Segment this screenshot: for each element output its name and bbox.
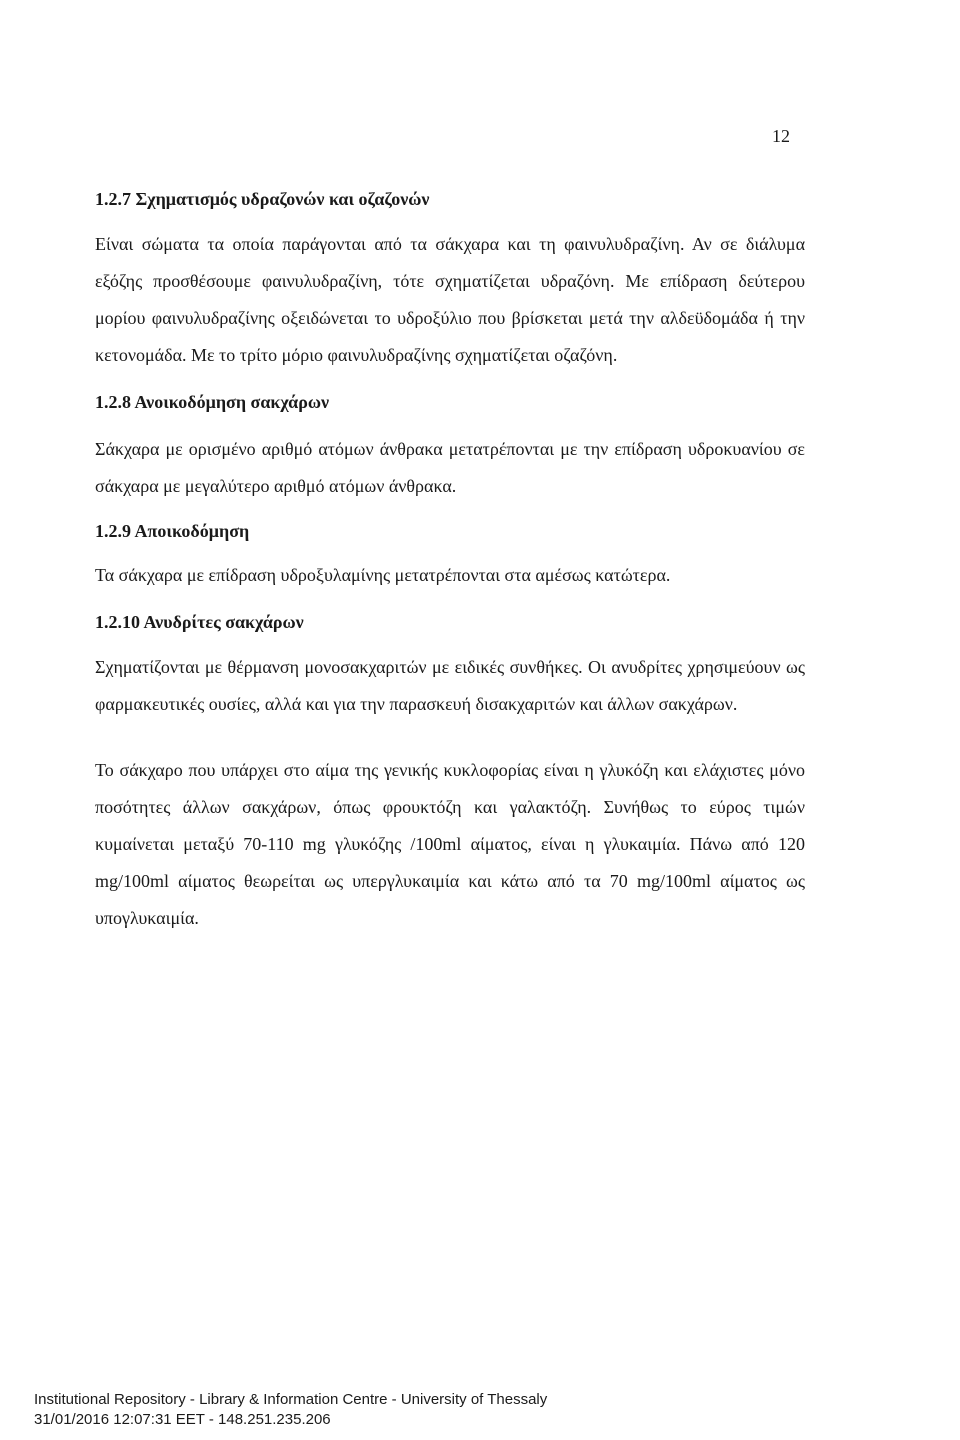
section-paragraph: Σχηματίζονται με θέρμανση μονοσακχαριτών με ειδικές συνθήκες. Οι ανυδρίτες χρησιμεύουν ως φαρμακευτικές ουσίες, αλλά και για την παρασκευή δισακχαριτών και άλλων σακχάρων. (95, 657, 805, 714)
page-number: 12 (772, 126, 790, 146)
section-heading: 1.2.7 Σχηματισμός υδραζονών και οζαζονών (95, 189, 430, 209)
section-paragraph: Το σάκχαρο που υπάρχει στο αίμα της γενικής κυκλοφορίας είναι η γλυκόζη και ελάχιστες μόνο ποσότητες άλλων σακχάρων, όπως φρουκτόζη και γαλακτόζη. Συνήθως το εύρος τιμών κυμαίνεται μεταξύ 70-110 mg γλυκόζης /100ml αίματος, είναι η γλυκαιμία. Πάνω από 120 mg/100ml αίματος θεωρείται ως υπεργλυκαιμία και κάτω από τα 70 mg/100ml αίματος ως υπογλυκαιμία. (95, 760, 805, 928)
section-paragraph: Τα σάκχαρα με επίδραση υδροξυλαμίνης μετατρέπονται στα αμέσως κατώτερα. (95, 565, 671, 585)
repository-footer (34, 1390, 547, 1430)
section-heading: 1.2.9 Αποικοδόμηση (95, 521, 250, 541)
section-heading: 1.2.8 Ανοικοδόμηση σακχάρων (95, 392, 330, 412)
section-paragraph: Είναι σώματα τα οποία παράγονται από τα σάκχαρα και τη φαινυλυδραζίνη. Αν σε διάλυμα εξόζης προσθέσουμε φαινυλυδραζίνη, τότε σχηματίζεται υδραζόνη. Με επίδραση δεύτερου μορίου φαινυλυδραζίνης οξειδώνεται το υδροξύλιο που βρίσκεται μετά την αλδεϋδομάδα ή την κετονομάδα. Με το τρίτο μόριο φαινυλυδραζίνης σχηματίζεται οζαζόνη. (95, 234, 805, 365)
footer-repository-line: Institutional Repository - Library & Information Centre - University of Thessaly (34, 1391, 548, 1408)
footer-timestamp-line: 31/01/2016 12:07:31 EET - 148.251.235.206 (34, 1411, 331, 1428)
document-body (95, 186, 805, 937)
section-heading: 1.2.10 Ανυδρίτες σακχάρων (95, 612, 304, 632)
section-paragraph: Σάκχαρα με ορισμένο αριθμό ατόμων άνθρακα μετατρέπονται με την επίδραση υδροκυανίου σε σάκχαρα με μεγαλύτερο αριθμό ατόμων άνθρακα. (95, 439, 805, 496)
